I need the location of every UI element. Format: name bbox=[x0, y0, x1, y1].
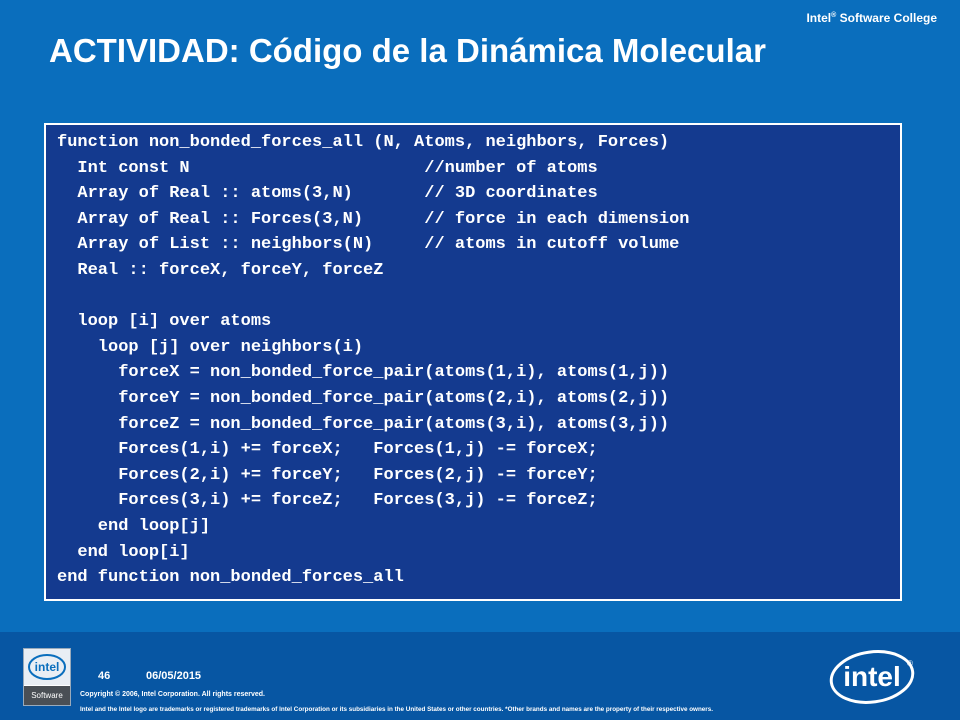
code-line: end function non_bonded_forces_all bbox=[57, 568, 404, 588]
code-line: end loop[j] bbox=[57, 516, 211, 536]
brand-label bbox=[806, 11, 937, 25]
code-line: Int const N //number of atoms bbox=[57, 158, 598, 178]
software-caption: Software bbox=[24, 686, 70, 705]
software-college-logo-word: intel bbox=[34, 660, 60, 674]
code-line: loop [j] over neighbors(i) bbox=[57, 337, 364, 357]
code-line: Array of Real :: Forces(3,N) // force in each dimension bbox=[57, 209, 690, 229]
copyright-text: Copyright © 2006, Intel Corporation. All rights reserved. bbox=[80, 691, 265, 698]
trademark-text: Intel and the Intel logo are trademarks or registered trademarks of Intel Corporation or its subsidiaries in the United States or other countries. *Other brands and names are the property of their respective owners. bbox=[80, 706, 713, 713]
code-line: Real :: forceX, forceY, forceZ bbox=[57, 260, 384, 280]
code-line: Forces(1,i) += forceX; Forces(1,j) -= forceX; bbox=[57, 440, 598, 460]
code-line: forceY = non_bonded_force_pair(atoms(2,i), atoms(2,j)) bbox=[57, 388, 670, 408]
code-line: function non_bonded_forces_all (N, Atoms, neighbors, Forces) bbox=[57, 133, 670, 152]
software-college-logo bbox=[23, 648, 71, 706]
intel-logo-icon bbox=[828, 646, 918, 706]
code-line: Array of Real :: atoms(3,N) // 3D coordinates bbox=[57, 184, 598, 204]
intel-swirl-icon bbox=[27, 652, 67, 682]
code-line: loop [i] over atoms bbox=[57, 312, 272, 332]
code-line: Forces(2,i) += forceY; Forces(2,j) -= forceY; bbox=[57, 465, 598, 485]
code-block bbox=[44, 123, 902, 601]
intel-logo-word: intel bbox=[843, 661, 901, 692]
slide-title: ACTIVIDAD: Código de la Dinámica Molecular bbox=[49, 32, 766, 69]
slide-date: 06/05/2015 bbox=[146, 670, 202, 682]
code-line: end loop[i] bbox=[57, 542, 190, 562]
brand-name: Intel bbox=[806, 11, 832, 25]
code-line: forceZ = non_bonded_force_pair(atoms(3,i), atoms(3,j)) bbox=[57, 414, 670, 434]
software-college-logo-panel bbox=[24, 649, 70, 685]
brand-suffix: Software College bbox=[836, 11, 937, 25]
code-line: forceX = non_bonded_force_pair(atoms(1,i), atoms(1,j)) bbox=[57, 363, 670, 383]
intel-logo-mark: ® bbox=[907, 659, 913, 668]
code-line bbox=[57, 284, 900, 310]
page-number: 46 bbox=[98, 670, 111, 682]
code-line: Forces(3,i) += forceZ; Forces(3,j) -= forceZ; bbox=[57, 491, 598, 511]
code-line: Array of List :: neighbors(N) // atoms in cutoff volume bbox=[57, 235, 680, 255]
registered-mark: ® bbox=[831, 12, 837, 19]
